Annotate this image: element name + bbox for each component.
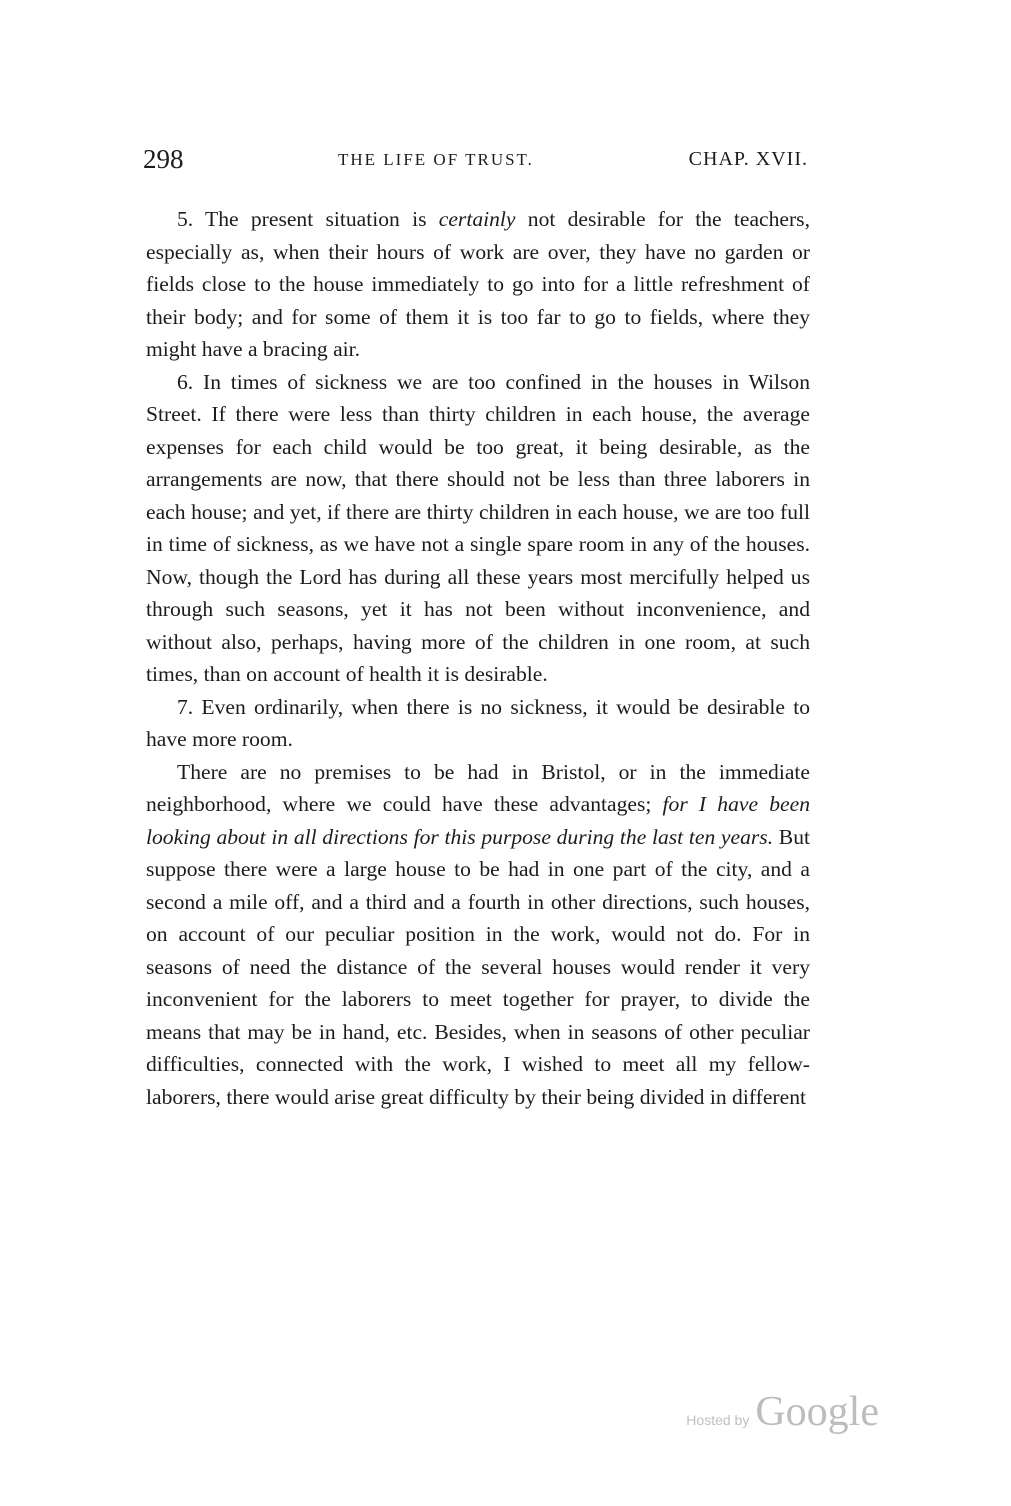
hosted-by-google-watermark <box>686 1388 879 1436</box>
paragraph <box>146 203 810 366</box>
text-run: 7. Even ordinarily, when there is no sickness, it would be desirable to have more room. <box>146 694 810 751</box>
text-run: 5. The present situation is <box>177 207 439 231</box>
page-number: 298 <box>143 144 184 174</box>
chapter-label: CHAP. XVII. <box>688 148 808 170</box>
text-run: 6. In times of sickness we are too confined in the houses in Wilson Street. If there were less than thirty children in each house, the average expenses for each child would be too great, it being desirable, as the arrangements are now, that there should not be less than three laborers in each house; and yet, if there are thirty children in each house, we are too full in time of sickness, as we have not a single spare room in any of the houses. Now, though the Lord has during all these years most mercifully helped us through such seasons, yet it has not been without inconvenience, and without also, perhaps, having more of the children in one room, at such times, than on account of health it is desirable. <box>146 369 810 686</box>
paragraph <box>146 366 810 691</box>
paragraph <box>146 756 810 1114</box>
text-run: But suppose there were a large house to be had in one part of the city, and a second a mile off, and a third and a fourth in other directions, such houses, on account of our peculiar position in the work, would not do. For in seasons of need the distance of the several houses would render it very inconvenient for the laborers to meet together for prayer, to divide the means that may be in hand, etc. Besides, when in seasons of other peculiar difficulties, connected with the work, I wished to meet all my fellow-laborers, there would arise great difficulty by their being divided in different <box>146 824 810 1109</box>
page-header <box>143 144 808 180</box>
text-run: not desirable for the teachers, especially as, when their hours of work are over, they have no garden or fields close to the house immediately to go into for a little refreshment of their body; and for some of them it is too far to go to fields, where they might have a bracing air. <box>146 207 810 361</box>
body-text <box>146 203 810 1113</box>
italic-run: certainly <box>438 207 516 231</box>
paragraph <box>146 691 810 756</box>
text-run: There are no premises to be had in Bristol, or in the immediate neighborhood, where we could have these advantages; <box>146 759 810 816</box>
google-logo: Google <box>755 1389 879 1435</box>
hosted-by-label: Hosted by <box>686 1412 750 1428</box>
running-title: THE LIFE OF TRUST. <box>338 150 534 169</box>
italic-run: for I have been looking about in all directions for this purpose during the last ten years. <box>146 792 810 849</box>
